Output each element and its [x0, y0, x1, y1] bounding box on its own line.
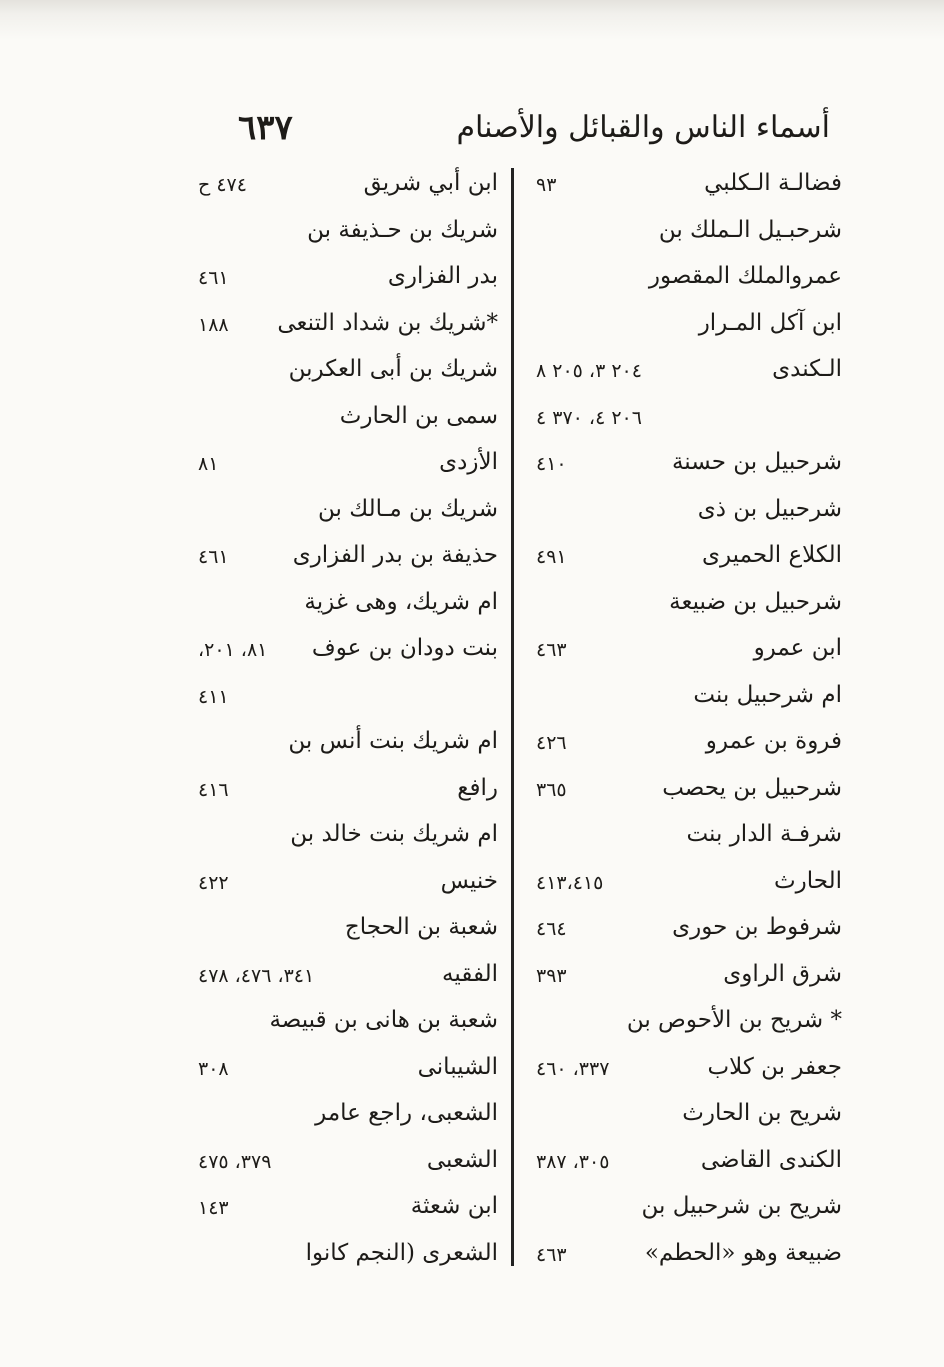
entry-name: شرفـة الدار بنت [686, 821, 842, 847]
index-entry [520, 864, 842, 911]
index-entry [190, 724, 508, 771]
entry-page-ref: ٣٣٧، ٤٦٠ [536, 1057, 610, 1080]
entry-name: * شريح بن الأحوص بن [626, 1007, 842, 1033]
index-entry [520, 1143, 842, 1190]
index-entry [190, 817, 508, 864]
index-entry [190, 585, 508, 632]
entry-name: الـكندى [772, 356, 842, 382]
index-entry [190, 166, 508, 213]
entry-name: ضبيعة وهو «الحطم» [644, 1239, 842, 1266]
entry-name: شريك بن حـذيفة بن [307, 216, 498, 243]
index-entry [520, 585, 842, 632]
index-entry [190, 399, 508, 446]
entry-name: شرحبيل بن يحصب [662, 774, 842, 801]
entry-page-ref: ٤٩١ [536, 546, 567, 568]
entry-page-ref: ٣٦٥ [536, 778, 567, 801]
index-entry [190, 771, 508, 818]
entry-name: الكلاع الحميرى [701, 542, 842, 568]
index-entry [190, 1003, 508, 1050]
entry-name: شريح بن الحارث [682, 1100, 842, 1126]
entry-page-ref: ١٤٣ [198, 1197, 229, 1219]
entry-page-ref: ٩٣ [536, 174, 557, 196]
entry-page-ref: ٣٠٥، ٣٨٧ [536, 1150, 610, 1173]
entry-name: ابن عمرو [753, 635, 842, 661]
index-entry [190, 1050, 508, 1097]
entry-name: الشعبى [426, 1146, 498, 1173]
entry-page-ref: ١٨٨ [198, 313, 229, 336]
index-entry [520, 771, 842, 818]
index-entry [520, 352, 842, 399]
index-entry [190, 957, 508, 1004]
index-entry [520, 724, 842, 771]
entry-name: ام شريك بنت أنس بن [288, 728, 498, 754]
entry-name: شعبة بن الحجاج [344, 914, 498, 940]
entry-name: سمى بن الحارث [339, 402, 498, 429]
entry-name: شرحبيل بن ذى [697, 495, 842, 522]
entry-name: الفقيه [442, 960, 498, 987]
entry-name: الكندى القاضى [700, 1146, 842, 1173]
index-entry [190, 259, 508, 306]
index-entry [190, 864, 508, 911]
entry-name: خنيس [440, 867, 498, 894]
entry-name: شريك بن أبى العكربن [288, 356, 498, 382]
page-header [230, 108, 830, 158]
index-entry [520, 957, 842, 1004]
entry-name: رافع [457, 774, 498, 801]
entry-name: عمروالملك المقصور [648, 263, 842, 289]
index-entry [190, 352, 508, 399]
entry-name: ابن آكل المـرار [698, 309, 842, 336]
entry-page-ref: ٤٧٤ ح [198, 174, 247, 196]
entry-name: حذيفة بن بدر الفزارى [292, 542, 498, 568]
index-entry [190, 1189, 508, 1236]
index-entry [520, 1050, 842, 1097]
entry-page-ref: ٢٠٦ ٤، ٣٧٠ ٤ [536, 406, 642, 429]
entry-page-ref: ٤٦١ [198, 267, 229, 289]
index-entry [190, 538, 508, 585]
entry-name: شرق الراوى [723, 960, 842, 987]
index-entry [190, 1143, 508, 1190]
entry-page-ref: ٤٦٣ [536, 639, 567, 661]
index-entry [520, 678, 842, 725]
entry-name: ابن أبي شريق [363, 170, 498, 196]
index-entry [520, 1096, 842, 1143]
entry-page-ref: ٤٢٢ [198, 871, 229, 894]
entry-name: شرحبيل بن ضبيعة [669, 588, 842, 615]
entry-page-ref: ٤١٠ [536, 453, 567, 475]
right-column [520, 166, 842, 1276]
entry-name: شرفوط بن حورى [672, 914, 842, 940]
index-entry [520, 399, 842, 446]
entry-page-ref: ٣٤١، ٤٧٦، ٤٧٨ [198, 964, 315, 987]
entry-name: الشيبانى [417, 1053, 498, 1080]
entry-page-ref: ٣٠٨ [198, 1057, 229, 1080]
entry-page-ref: ٨١ [198, 453, 219, 475]
index-entry [520, 166, 842, 213]
entry-name: شريح بن شرحبيل بن [641, 1193, 842, 1219]
index-entry [190, 631, 508, 678]
entry-name: الشعرى (النجم كانوا [305, 1239, 498, 1266]
index-entry [520, 1236, 842, 1283]
entry-page-ref: ٤٦١ [198, 546, 229, 568]
entry-name: بنت دودان بن عوف [311, 635, 498, 661]
entry-name: بدر الفزارى [387, 263, 498, 289]
entry-page-ref: ٤١١ [198, 685, 229, 708]
index-entry [190, 1096, 508, 1143]
entry-page-ref: ٣٧٩، ٤٧٥ [198, 1150, 272, 1173]
index-entry [190, 445, 508, 492]
entry-name: فروة بن عمرو [705, 728, 842, 754]
entry-page-ref: ٣٩٣ [536, 964, 567, 987]
index-entry [520, 213, 842, 260]
entry-name: ام شريك، وهى غزية [304, 588, 498, 615]
index-entry [520, 445, 842, 492]
entry-name: شعبة بن هانى بن قبيصة [269, 1007, 498, 1033]
index-entry [190, 306, 508, 353]
entry-page-ref: ٢٠٤ ٣، ٢٠٥ ٨ [536, 360, 642, 382]
index-entry [190, 213, 508, 260]
index-entry [190, 1236, 508, 1283]
index-entry [520, 1003, 842, 1050]
left-column [190, 166, 508, 1276]
page-title: أسماء الناس والقبائل والأصنام [456, 110, 830, 145]
index-entry [520, 538, 842, 585]
index-entry [190, 678, 508, 725]
entry-name: ام شرحبيل بنت [693, 681, 842, 708]
entry-name: ام شريك بنت خالد بن [290, 821, 498, 847]
entry-page-ref: ٤٦٣ [536, 1243, 567, 1266]
column-divider [511, 168, 514, 1266]
page-number: ٦٣٧ [238, 108, 293, 148]
entry-page-ref: ٨١، ٢٠١، [198, 639, 268, 661]
entry-page-ref: ٤١٦ [198, 778, 229, 801]
entry-page-ref: ٤٢٦ [536, 732, 567, 754]
entry-page-ref: ٤٦٤ [536, 918, 567, 940]
entry-name: شرحبـيل الـملك بن [658, 216, 842, 243]
entry-name: فضالـة الـكلبي [704, 170, 842, 196]
entry-name: الشعبى، راجع عامر [315, 1100, 498, 1126]
index-entry [520, 1189, 842, 1236]
entry-name: ابن شعثة [410, 1193, 498, 1219]
index-entry [520, 306, 842, 353]
entry-name: *شريك بن شداد التنعى [277, 309, 498, 336]
index-entry [520, 492, 842, 539]
entry-name: الحارث [773, 867, 842, 894]
index-entry [520, 631, 842, 678]
scan-edge [0, 0, 944, 40]
entry-name: الأزدى [439, 449, 498, 475]
index-entry [190, 910, 508, 957]
entry-name: شريك بن مـالك بن [318, 495, 498, 522]
index-entry [190, 492, 508, 539]
entry-name: جعفر بن كلاب [707, 1053, 842, 1080]
index-entry [520, 817, 842, 864]
index-entry [520, 910, 842, 957]
entry-page-ref: ٤١٣،٤١٥ [536, 871, 604, 894]
entry-name: شرحبيل بن حسنة [671, 449, 842, 475]
index-entry [520, 259, 842, 306]
